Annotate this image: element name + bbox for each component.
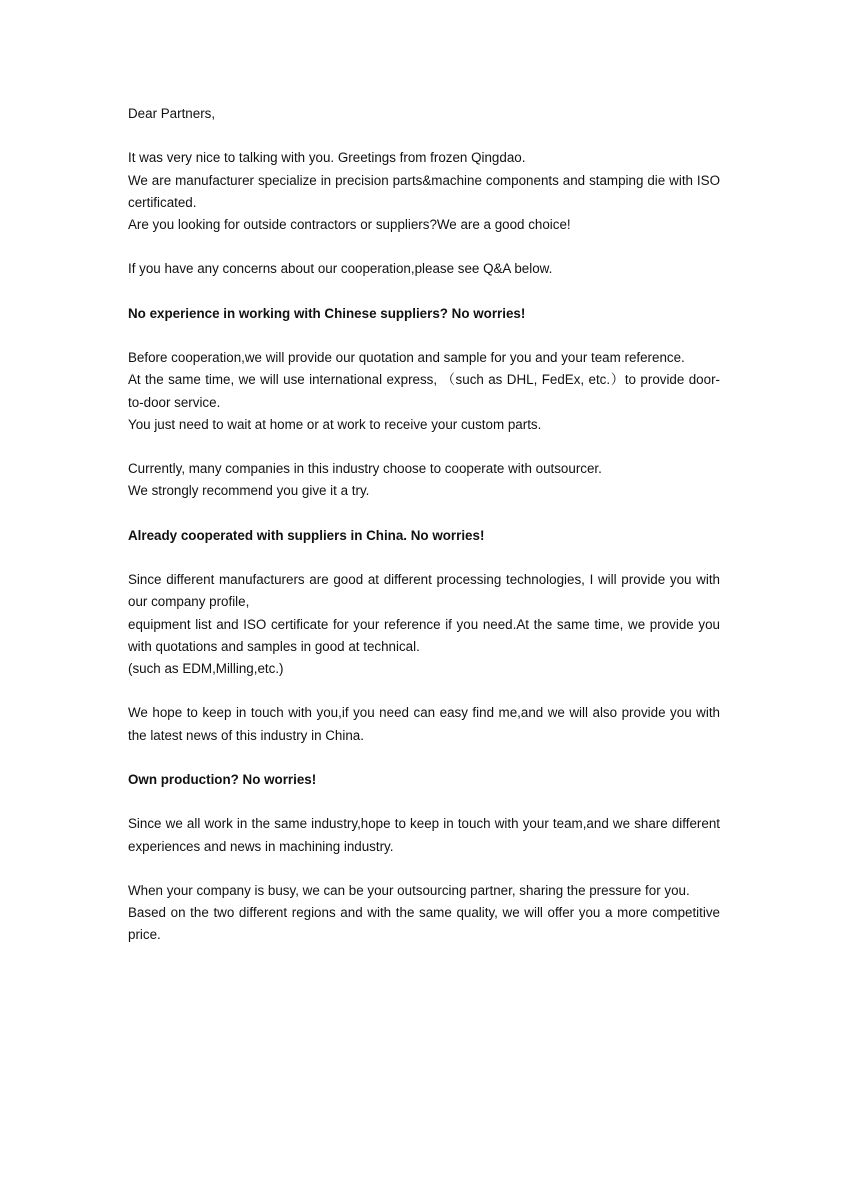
intro-line: Are you looking for outside contractors or suppliers?We are a good choice! [128,217,571,232]
intro-line: We are manufacturer specialize in precision parts&machine components and stamping die with ISO certificated. [128,172,720,210]
paragraph: Before cooperation,we will provide our quotation and sample for you and your team reference. [128,350,685,366]
concerns-line: If you have any concerns about our cooperation,please see Q&A below. [128,261,553,277]
spacer [128,680,720,702]
spacer [128,325,720,347]
spacer [128,791,720,813]
section-heading: No experience in working with Chinese suppliers? No worries! [128,305,526,321]
paragraph: Currently, many companies in this industry choose to cooperate with outsourcer. [128,461,602,477]
paragraph: equipment list and ISO certificate for your reference if you need.At the same time, we provide you with quotations and samples in good at technical. [128,616,720,654]
paragraph: Since we all work in the same industry,hope to keep in touch with your team,and we share different experiences and news in machining industry. [128,816,720,854]
paragraph: You just need to wait at home or at work to receive your custom parts. [128,416,542,432]
section-heading: Already cooperated with suppliers in China. No worries! [128,527,485,543]
paragraph: Based on the two different regions and with the same quality, we will offer you a more competitive price. [128,905,720,943]
spacer [128,747,720,769]
paragraph: (such as EDM,Milling,etc.) [128,660,284,676]
section-heading: Own production? No worries! [128,771,317,787]
spacer [128,281,720,303]
spacer [128,547,720,569]
paragraph: We strongly recommend you give it a try. [128,483,370,499]
spacer [128,858,720,880]
spacer [128,436,720,458]
intro-line: It was very nice to talking with you. Greetings from frozen Qingdao. [128,150,526,166]
letter-body [128,103,720,947]
paragraph: At the same time, we will use international express, （such as DHL, FedEx, etc.）to provide door-to-door service. [128,372,720,410]
paragraph: Since different manufacturers are good at different processing technologies, I will provide you with our company profile, [128,572,720,610]
greeting: Dear Partners, [128,106,216,121]
paragraph: We hope to keep in touch with you,if you need can easy find me,and we will also provide you with the latest news of this industry in China. [128,705,720,743]
spacer [128,503,720,525]
paragraph: When your company is busy, we can be your outsourcing partner, sharing the pressure for you. [128,882,690,898]
spacer [128,125,720,147]
spacer [128,236,720,258]
